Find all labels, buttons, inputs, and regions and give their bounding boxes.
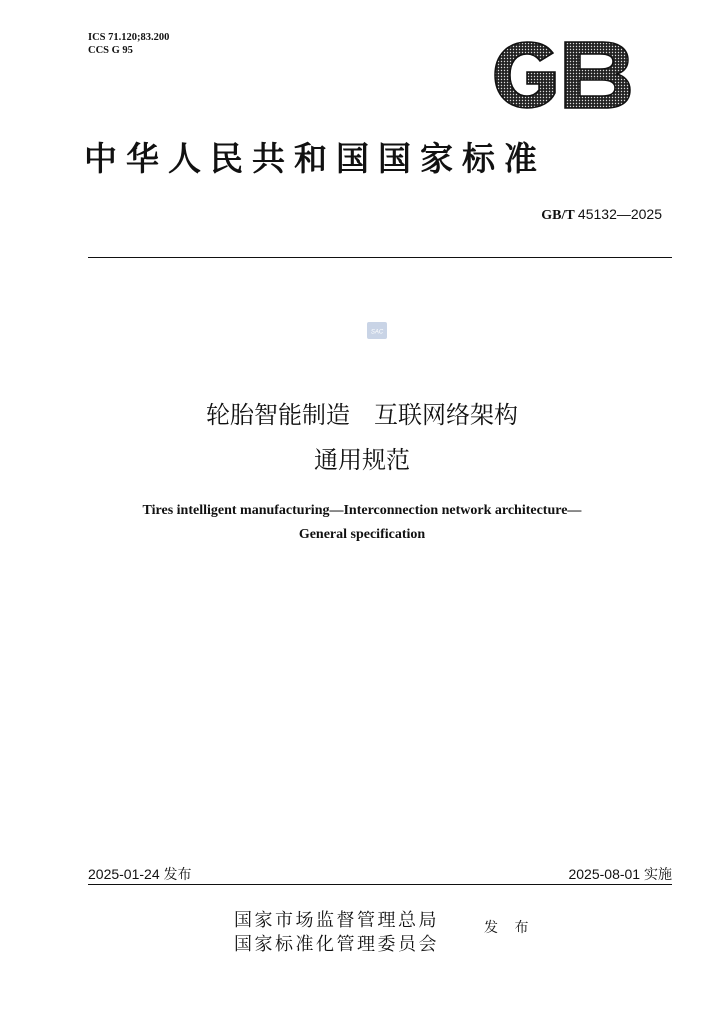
issuer-samr: 国家市场监督管理总局 [234, 910, 439, 931]
title-cn-line2: 通用规范 [314, 446, 410, 474]
ics-code: ICS 71.120;83.200 [88, 32, 170, 43]
bottom-divider [88, 884, 672, 885]
national-standard-title: 中华人民共和国国家标准 [84, 139, 546, 178]
top-divider [88, 257, 672, 258]
implement-date [568, 864, 672, 884]
standard-number-value: 45132—2025 [577, 206, 662, 222]
issue-date-label: 发布 [163, 867, 192, 883]
standard-number-prefix: GB/T [541, 208, 575, 223]
title-en-line1: Tires intelligent manufacturing—Interconnection network architecture— [142, 503, 582, 518]
issue-date [88, 864, 192, 884]
implement-date-label: 实施 [644, 867, 672, 883]
gb-logo-icon [491, 39, 632, 111]
title-en-line2: General specification [298, 527, 426, 542]
sac-watermark-text: SAC [370, 329, 384, 336]
standard-number [541, 206, 662, 224]
issue-date-value: 2025-01-24 [88, 866, 160, 882]
issuer-sac: 国家标准化管理委员会 [234, 934, 439, 955]
implement-date-value: 2025-08-01 [568, 866, 641, 882]
classification-codes [88, 31, 169, 57]
ccs-code: CCS G 95 [88, 45, 133, 56]
sac-watermark [367, 322, 387, 339]
title-cn-line1: 轮胎智能制造 互联网络架构 [206, 401, 518, 429]
publish-label: 发 布 [484, 920, 535, 936]
